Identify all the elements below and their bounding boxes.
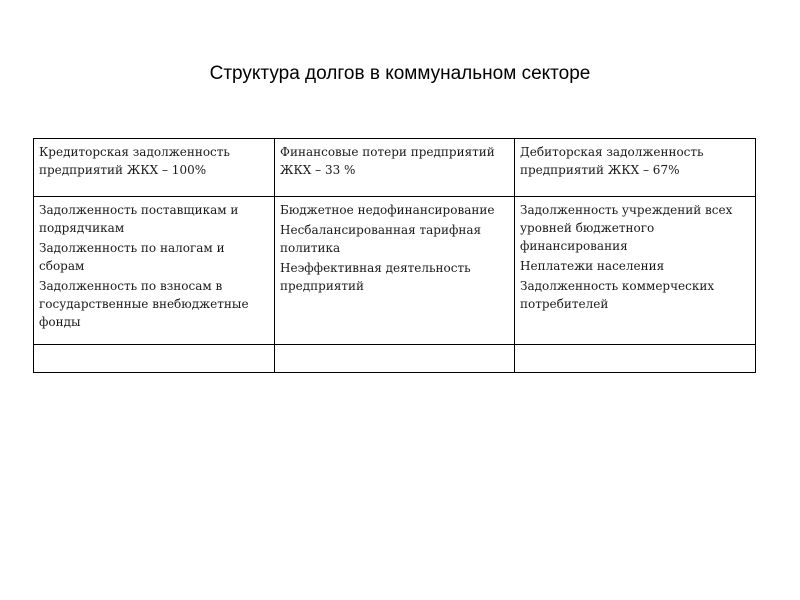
slide-title: Структура долгов в коммунальном секторе bbox=[209, 63, 591, 84]
list-item: Задолженность коммерческих потребителей bbox=[520, 279, 715, 311]
empty-cell bbox=[515, 345, 756, 373]
financial-losses-items-cell bbox=[275, 197, 515, 345]
list-item: Задолженность учреждений всех уровней бюджетного финансирования bbox=[520, 203, 733, 253]
list-item: Задолженность по взносам в государственные внебюджетные фонды bbox=[39, 279, 249, 329]
list-item: Несбалансированная тарифная политика bbox=[280, 223, 482, 255]
header-cell-creditor-debt: Кредиторская задолженность предприятий ЖКХ – 100% bbox=[34, 139, 275, 197]
list-item: Задолженность поставщикам и подрядчикам bbox=[39, 203, 239, 235]
list-item: Неплатежи населения bbox=[520, 259, 665, 273]
header-cell-financial-losses: Финансовые потери предприятий ЖКХ – 33 % bbox=[275, 139, 515, 197]
empty-table-row bbox=[34, 345, 756, 373]
header-cell-debitor-debt: Дебиторская задолженность предприятий ЖКХ – 67% bbox=[515, 139, 756, 197]
debt-structure-table bbox=[33, 138, 756, 373]
table-row bbox=[34, 197, 756, 345]
list-item: Неэффективная деятельность предприятий bbox=[280, 261, 471, 293]
debitor-debt-items-cell bbox=[515, 197, 756, 345]
table-header-row bbox=[34, 139, 756, 197]
list-item: Задолженность по налогам и сборам bbox=[39, 241, 225, 273]
creditor-debt-items-cell bbox=[34, 197, 275, 345]
empty-cell bbox=[275, 345, 515, 373]
list-item: Бюджетное недофинансирование bbox=[280, 203, 495, 217]
empty-cell bbox=[34, 345, 275, 373]
